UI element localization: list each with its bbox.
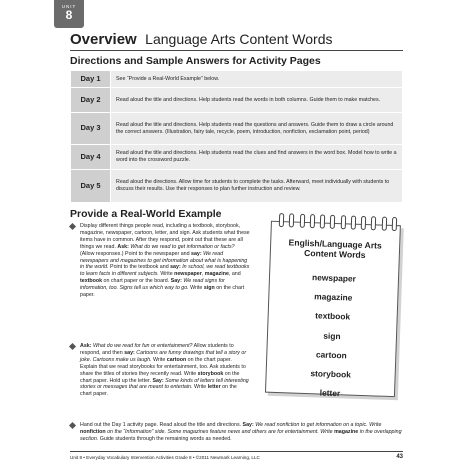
footer-text: Unit 8 • Everyday Vocabulary Intervention Activities Grade 8 • ©2011 Newmark Learning, LLC	[70, 455, 260, 460]
ring-icon	[320, 214, 325, 228]
day-text: Read aloud the title and directions. Help students read the clues and find answers in the word box. Model how to write a word into the crossword puzzle.	[111, 145, 403, 170]
text-run: say:	[191, 250, 202, 257]
footer-rule	[70, 451, 403, 452]
table-row	[71, 170, 403, 203]
directions-table	[70, 70, 403, 203]
day-label: Day 5	[71, 170, 111, 203]
ring-icon	[371, 216, 376, 230]
example-bullet-1	[70, 223, 250, 299]
day-text: Read aloud the title and directions. Help students read the words in both columns. Guide them to make matches.	[111, 88, 403, 113]
text-run: We read newspapers and magazines to get information about what is happening in the world.	[80, 250, 248, 271]
text-run: Write	[158, 271, 175, 278]
day-text: Read aloud the directions. Allow time for students to complete the tasks. Afterward, meet individually with students to discuss their results. Use their responses to plan further instruction and review.	[111, 170, 403, 203]
page-title-subtitle: Language Arts Content Words	[145, 31, 333, 47]
notepad-word: magazine	[314, 291, 353, 303]
text-run: storybook	[197, 370, 224, 377]
text-run: In school, we read textbooks to learn facts in different subjects.	[80, 264, 250, 278]
text-run: say:	[170, 264, 181, 271]
ring-icon	[361, 216, 366, 230]
ring-icon	[340, 215, 345, 229]
notepad-word-list	[265, 267, 400, 406]
example-heading: Provide a Real-World Example	[70, 208, 222, 220]
text-run: magazine	[204, 271, 229, 278]
diamond-bullet-icon	[69, 343, 76, 350]
text-run: on the chart paper.	[80, 285, 245, 299]
text-run: say:	[124, 349, 135, 356]
page-title-main: Overview	[70, 31, 137, 48]
bullet-text	[80, 343, 249, 397]
text-run: Write	[192, 384, 208, 391]
diamond-bullet-icon	[69, 422, 76, 429]
notepad-word: letter	[319, 387, 341, 399]
example-bullet-2	[70, 343, 250, 398]
text-run: (Allow responses.) Point to the newspaper and	[80, 250, 192, 257]
day-label: Day 4	[71, 145, 111, 170]
text-run: What do we read to get information or facts?	[130, 243, 235, 250]
text-run: newspaper	[174, 271, 202, 278]
unit-tab-number: 8	[65, 8, 73, 22]
ring-icon	[279, 213, 284, 227]
text-run: on the chart paper. Explain that we read storybooks for entertainment, too. Ask students to share the titles of stories they recently read. Write	[80, 356, 246, 377]
notepad-heading-line2: Content Words	[303, 247, 366, 261]
text-run: What do we read for fun or entertainment?	[92, 343, 193, 349]
notepad-word: textbook	[315, 310, 351, 322]
notepad-word: cartoon	[315, 349, 347, 361]
text-run: on the “Information” side. Some magazines feature news and others are for entertainment. Write	[107, 428, 335, 435]
day-text: See “Provide a Real-World Example” below.	[111, 71, 403, 88]
text-run: Say:	[170, 278, 182, 285]
text-run: Cartoons are funny drawings that tell a story or joke. Cartoons make us laugh.	[80, 349, 247, 363]
table-row	[71, 145, 403, 170]
title-rule	[70, 50, 403, 51]
text-run: Write	[188, 285, 204, 292]
notepad-word: storybook	[310, 368, 352, 380]
directions-heading: Directions and Sample Answers for Activity Pages	[70, 55, 321, 67]
text-run: on the chart paper. Hold up the letter.	[80, 370, 240, 384]
day-label: Day 1	[71, 71, 111, 88]
bullet-text	[80, 223, 250, 298]
day-label: Day 2	[71, 88, 111, 113]
text-run: nonfiction	[80, 428, 106, 435]
text-run: Allow students to respond, and then	[80, 343, 234, 356]
unit-tab-label: UNIT	[61, 4, 77, 9]
day-label: Day 3	[71, 113, 111, 145]
text-run: ,	[201, 271, 205, 278]
text-run: Say:	[152, 377, 164, 384]
text-run: Ask:	[80, 343, 92, 349]
notepad	[265, 213, 405, 402]
notepad-word: newspaper	[311, 272, 357, 284]
text-run: on chart paper or the board.	[102, 278, 171, 285]
text-run: Display different things people read, including a textbook, storybook, magazine, newspaper, cartoon, letter, and sign. Ask students what these items have in common. After they respond, point out that these are all things we read.	[80, 223, 250, 250]
page-footer	[70, 455, 403, 460]
page-title	[70, 31, 332, 49]
text-run: Ask:	[117, 243, 129, 250]
ring-icon	[330, 215, 335, 229]
text-run: in the overlapping section.	[80, 428, 402, 442]
text-run: letter	[207, 384, 221, 391]
table-row	[71, 71, 403, 88]
text-run: Hand out the Day 1 activity page. Read aloud the title and directions.	[80, 422, 243, 428]
text-run: magazine	[334, 428, 359, 435]
ring-icon	[299, 214, 304, 228]
text-run: cartoon	[166, 356, 187, 363]
text-run: Guide students through the remaining words as needed.	[98, 435, 232, 442]
text-run: sign	[203, 285, 215, 292]
text-run: textbook	[80, 278, 103, 285]
bullet-text	[80, 422, 402, 442]
ring-icon	[289, 213, 294, 227]
text-run: on the chart paper.	[80, 384, 237, 398]
text-run: Point to the textbook and	[108, 264, 171, 271]
notepad-word: sign	[323, 330, 341, 341]
ring-icon	[381, 217, 386, 231]
ring-icon	[392, 217, 397, 231]
page-number: 43	[396, 454, 403, 460]
notepad-heading-line1: English/Language Arts	[288, 237, 382, 251]
example-bullet-3	[70, 422, 403, 443]
text-run: Say:	[242, 422, 254, 428]
text-run: Some kinds of letters tell interesting stories or messages that are meant to entertain.	[80, 377, 249, 391]
text-run: We read signs for information, too. Signs tell us which way to go.	[80, 278, 225, 292]
text-run: We read nonfiction to get information on a topic. Write	[255, 422, 382, 428]
day-text: Read aloud the title and directions. Help students read the questions and answers. Guide them to draw a circle around the correct answers. (Illustration, fairy tale, recycle, poem, introduction, nonfiction, exclamation point, period)	[111, 113, 403, 145]
text-run: Write	[151, 356, 167, 363]
text-run: , and	[228, 271, 241, 278]
ring-icon	[310, 214, 315, 228]
table-row	[71, 113, 403, 145]
diamond-bullet-icon	[69, 223, 76, 230]
table-row	[71, 88, 403, 113]
unit-tab	[54, 0, 84, 28]
ring-icon	[351, 216, 356, 230]
